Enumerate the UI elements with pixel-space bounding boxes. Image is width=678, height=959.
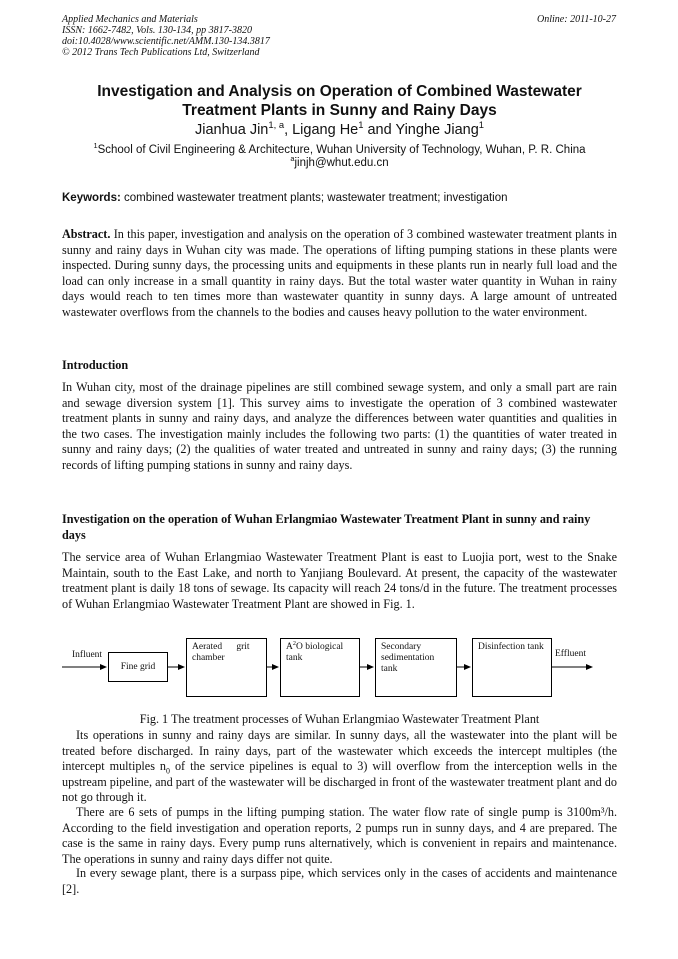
p2-text-b: of the service pipelines is equal to 3) will overflow from the interception wells in the upstream pipeline, and part of the wastewater will be discharged in front of the wastewater treatment plant and do not go through it. bbox=[62, 759, 617, 805]
secondary-label: Secondary sedimentation tank bbox=[381, 642, 435, 674]
email bbox=[62, 154, 617, 169]
author-2-sup: 1 bbox=[358, 119, 364, 131]
affiliation-text: School of Civil Engineering & Architecture, Wuhan University of Technology, Wuhan, P. R. China bbox=[97, 144, 586, 156]
disinfection-tank-box bbox=[472, 638, 552, 697]
affiliation-sup: 1 bbox=[93, 141, 98, 151]
email-text[interactable]: jinjh@whut.edu.cn bbox=[294, 157, 389, 169]
keywords-text: combined wastewater treatment plants; wastewater treatment; investigation bbox=[120, 192, 508, 204]
section2-paragraph-3: There are 6 sets of pumps in the lifting pumping station. The water flow rate of single pump is 3100m³/h. According to the field investigation and operation reports, 2 pumps run in sunny days, and 4 are prepared. The case is the same in rainy days. Every pump runs alternatively, which is convenient in repairs and maintenance. The operations in sunny and rainy days differ not quite. bbox=[62, 805, 617, 866]
online-date: Online: 2011-10-27 bbox=[537, 14, 616, 25]
journal-header bbox=[62, 14, 617, 58]
section2-paragraph-2 bbox=[62, 728, 617, 806]
a2o-sup: 2 bbox=[292, 640, 296, 647]
title-line-1: Investigation and Analysis on Operation of Combined Wastewater bbox=[97, 83, 582, 100]
abstract-text: In this paper, investigation and analysis on the operation of 3 combined wastewater treatment plants in sunny and rainy days in Wuhan city was made. The operations of lifting pumping stations in these plants were inspected. During sunny days, the processing units and equipments in these plants run in nearly full load and the load can only increase in a small quantity in rainy days. But the total waster water quantity in Wuhan in rainy days would reach to ten times more than wastewater quantity in sunny days. A large amount of untreated wastewater overflows from the channels to the bodies and causes heavy pollution to the water environment. bbox=[62, 227, 617, 319]
fine-grid-box bbox=[108, 652, 168, 682]
issn: ISSN: 1662-7482, Vols. 130-134, pp 3817-3820 bbox=[62, 25, 252, 36]
author-3: and Yinghe Jiang bbox=[363, 122, 479, 138]
a2o-label-a: A bbox=[286, 642, 293, 652]
section2-paragraph-4: In every sewage plant, there is a surpass pipe, which services only in the cases of accidents and maintenance [2]. bbox=[62, 866, 617, 896]
introduction-heading: Introduction bbox=[62, 358, 129, 372]
doi: doi:10.4028/www.scientific.net/AMM.130-134.3817 bbox=[62, 36, 270, 47]
section2-heading: Investigation on the operation of Wuhan Erlangmiao Wastewater Treatment Plant in sunny and rainy days bbox=[62, 512, 591, 542]
paper-title bbox=[62, 82, 617, 120]
secondary-sedimentation-box bbox=[375, 638, 457, 697]
author-1: Jianhua Jin bbox=[195, 122, 269, 138]
figure-caption: Fig. 1 The treatment processes of Wuhan Erlangmiao Wastewater Treatment Plant bbox=[139, 712, 540, 726]
p2-sub: 0 bbox=[166, 766, 170, 776]
abstract bbox=[62, 227, 617, 321]
author-3-sup: 1 bbox=[478, 119, 484, 131]
keywords-label: Keywords: bbox=[62, 192, 121, 204]
abstract-label: Abstract. bbox=[62, 227, 111, 241]
process-flow-figure bbox=[62, 632, 617, 710]
introduction-text: In Wuhan city, most of the drainage pipelines are still combined sewage system, and only a small part are rain and sewage diversion system [1]. This survey aims to investigate the operation of 3 combined wastewater treatment plants in sunny and rainy days, and analyze the differences between water quantities and qualities in the two cases. The investigation mainly includes the following two parts: (1) the quantities of water treated in sunny and rainy days; (2) the qualities of water treated and untreated in sunny and rainy days; (3) the running records of lifting pumping stations in sunny and rainy days. bbox=[62, 380, 617, 472]
aerated-grit-chamber-box bbox=[186, 638, 267, 697]
p2-text-a: Its operations in sunny and rainy days are similar. In sunny days, all the wastewater into the plant will be treated before discharged. In rainy days, part of the wastewater which exceeds the intercept multiples (the intercept multiples n bbox=[62, 728, 617, 774]
copyright: © 2012 Trans Tech Publications Ltd, Switzerland bbox=[62, 47, 260, 58]
email-sup: a bbox=[290, 154, 295, 164]
author-list bbox=[62, 119, 617, 138]
affiliation bbox=[62, 143, 617, 157]
a2o-label-b: O biological tank bbox=[286, 642, 344, 663]
author-2: , Ligang He bbox=[284, 122, 359, 138]
influent-label: Influent bbox=[72, 650, 103, 660]
keywords bbox=[62, 192, 617, 204]
author-1-sup: 1, a bbox=[268, 119, 285, 131]
section2-paragraph-1: The service area of Wuhan Erlangmiao Wastewater Treatment Plant is east to Luojia port, west to the Snake Maintain, south to the East Lake, and north to Yanjiang Boulevard. At present, the capacity of the wastewater treatment plant is daily 18 tons of sewage. Its capacity will reach 24 tons/d in the future. The treatment processes of Wuhan Erlangmiao Wastewater Treatment Plant are showed in Fig. 1. bbox=[62, 550, 617, 611]
disinfection-label: Disinfection tank bbox=[478, 642, 544, 652]
a2o-tank-box bbox=[280, 638, 360, 697]
fine-grid-label: Fine grid bbox=[120, 662, 156, 672]
title-line-2: Treatment Plants in Sunny and Rainy Days bbox=[182, 102, 497, 119]
journal-name: Applied Mechanics and Materials bbox=[62, 14, 198, 25]
effluent-label: Effluent bbox=[555, 649, 586, 659]
aerated-label: Aerated grit chamber bbox=[192, 642, 252, 663]
